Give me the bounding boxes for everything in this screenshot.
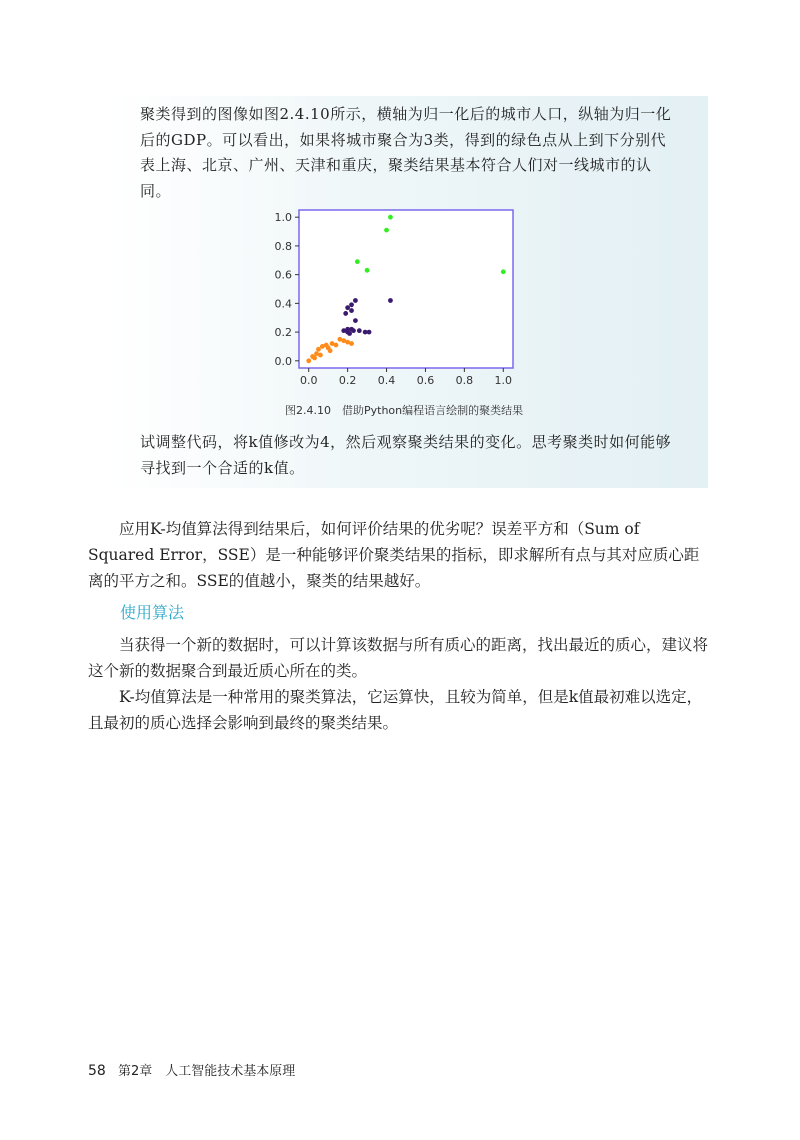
green-cluster-point <box>355 259 360 264</box>
x-tick-label: 0.2 <box>338 374 357 387</box>
purple-cluster-point <box>351 328 356 333</box>
page-footer <box>88 1060 295 1079</box>
y-tick-label: 0.4 <box>274 297 292 311</box>
x-tick-label: 0.8 <box>455 374 474 387</box>
orange-cluster-point <box>334 343 339 348</box>
orange-cluster-point <box>316 347 321 352</box>
x-tick-label: 0.6 <box>416 374 435 387</box>
green-cluster-point <box>365 268 370 273</box>
page-number: 58 <box>88 1063 106 1079</box>
x-tick-label: 1.0 <box>494 374 513 387</box>
purple-cluster-point <box>349 308 354 313</box>
chapter-title: 第2章 人工智能技术基本原理 <box>117 1064 296 1079</box>
panel-exercise-text: 试调整代码，将k值修改为4，然后观察聚类结果的变化。思考聚类时如何能够寻找到一个合适的k值。 <box>140 433 672 477</box>
paragraph-use-text: 当获得一个新的数据时，可以计算该数据与所有质心的距离，找出最近的质心，建议将这个新的数据聚合到最近质心所在的类。 <box>88 636 709 680</box>
section-heading: 使用算法 <box>120 603 185 622</box>
purple-cluster-point <box>357 328 362 333</box>
y-tick-label: 0.8 <box>274 239 292 253</box>
figure-caption: 图2.4.10 借助Python编程语言绘制的聚类结果 <box>285 404 524 417</box>
purple-cluster-point <box>343 311 348 316</box>
orange-cluster-point <box>310 354 315 359</box>
purple-cluster-point <box>388 298 393 303</box>
purple-cluster-point <box>367 330 372 335</box>
x-tick-label: 0.0 <box>299 374 318 387</box>
activity-panel <box>110 96 708 488</box>
y-tick-label: 1.0 <box>274 211 292 225</box>
orange-cluster-point <box>318 353 323 358</box>
paragraph-sse-text: 应用K-均值算法得到结果后，如何评价结果的优劣呢？误差平方和（Sum of Squared Error，SSE）是一种能够评价聚类结果的指标，即求解所有点与其对应质心距离的平方之和。SSE的值越小，聚类的结果越好。 <box>88 520 700 590</box>
purple-cluster-point <box>349 302 354 307</box>
y-tick-label: 0.6 <box>274 268 292 282</box>
paragraph-use <box>88 632 708 736</box>
green-cluster-point <box>384 228 389 233</box>
purple-cluster-point <box>345 305 350 310</box>
orange-cluster-point <box>328 348 333 353</box>
purple-cluster-point <box>353 298 358 303</box>
purple-cluster-point <box>353 318 358 323</box>
y-tick-label: 0.0 <box>274 354 292 368</box>
green-cluster-point <box>388 215 393 220</box>
y-tick-label: 0.2 <box>274 326 292 340</box>
x-tick-label: 0.4 <box>377 374 396 387</box>
panel-intro-text: 聚类得到的图像如图2.4.10所示，横轴为归一化后的城市人口，纵轴为归一化后的GDP。可以看出，如果将城市聚合为3类，得到的绿色点从上到下分别代表上海、北京、广州、天津和重庆，聚类结果基本符合人们对一线城市的认同。 <box>140 105 672 200</box>
paragraph-sse <box>88 516 708 594</box>
cluster-scatter-chart <box>110 202 708 402</box>
paragraph-summary-text: K-均值算法是一种常用的聚类算法，它运算快，且较为简单，但是k值最初难以选定，且最初的质心选择会影响到最终的聚类结果。 <box>88 688 703 732</box>
purple-cluster-point <box>347 331 352 336</box>
orange-cluster-point <box>349 341 354 346</box>
green-cluster-point <box>501 269 506 274</box>
orange-cluster-point <box>306 358 311 363</box>
